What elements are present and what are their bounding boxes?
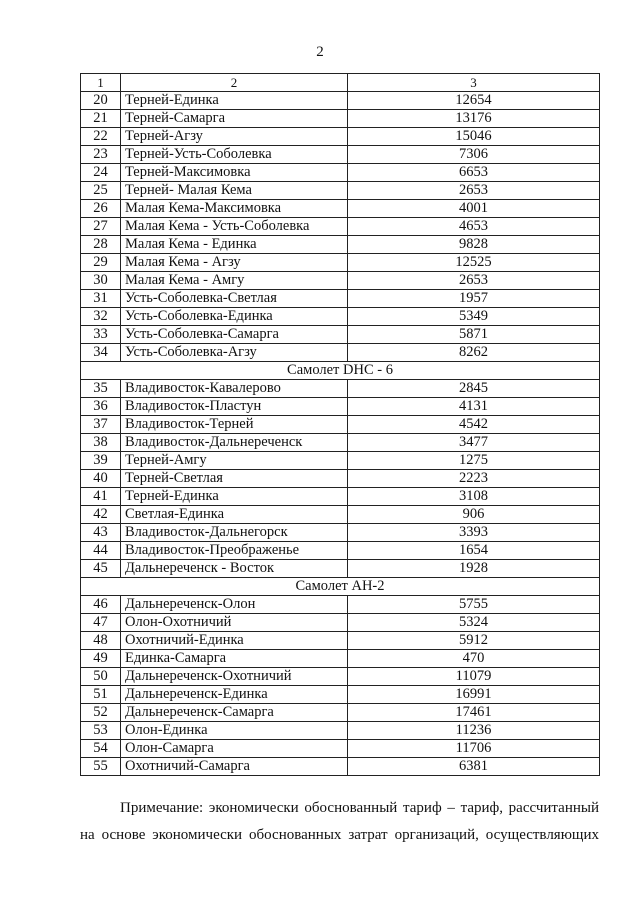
table-row [81,668,600,686]
row-number: 30 [81,272,121,290]
tariff-value: 906 [348,506,600,524]
route-name: Терней-Усть-Соболевка [121,146,348,164]
route-name: Владивосток-Дальнегорск [121,524,348,542]
route-name: Дальнереченск-Охотничий [121,668,348,686]
route-name: Терней-Единка [121,92,348,110]
row-number: 50 [81,668,121,686]
tariff-value: 5912 [348,632,600,650]
row-number: 45 [81,560,121,578]
row-number: 44 [81,542,121,560]
tariff-value: 2653 [348,272,600,290]
route-name: Охотничий-Самарга [121,758,348,776]
table-row [81,308,600,326]
tariff-value: 1275 [348,452,600,470]
route-name: Владивосток-Преображенье [121,542,348,560]
tariff-value: 11079 [348,668,600,686]
route-name: Дальнереченск - Восток [121,560,348,578]
tariff-value: 2653 [348,182,600,200]
row-number: 35 [81,380,121,398]
row-number: 24 [81,164,121,182]
row-number: 42 [81,506,121,524]
row-number: 26 [81,200,121,218]
table-row [81,632,600,650]
row-number: 51 [81,686,121,704]
table-row [81,344,600,362]
table-row [81,560,600,578]
row-number: 36 [81,398,121,416]
tariff-value: 13176 [348,110,600,128]
table-row [81,452,600,470]
tariff-value: 3477 [348,434,600,452]
section-title: Самолет АН-2 [81,578,600,596]
route-name: Малая Кема - Усть-Соболевка [121,218,348,236]
route-name: Владивосток-Пластун [121,398,348,416]
tariff-value: 6653 [348,164,600,182]
route-name: Терней-Единка [121,488,348,506]
row-number: 49 [81,650,121,668]
row-number: 20 [81,92,121,110]
route-name: Малая Кема - Агзу [121,254,348,272]
route-name: Олон-Единка [121,722,348,740]
footnote [80,795,599,849]
header-col-2: 2 [121,74,348,92]
table-row [81,596,600,614]
table-row [81,218,600,236]
row-number: 29 [81,254,121,272]
table-row [81,182,600,200]
tariff-value: 4131 [348,398,600,416]
table-row [81,722,600,740]
row-number: 52 [81,704,121,722]
route-name: Малая Кема-Максимовка [121,200,348,218]
tariff-value: 7306 [348,146,600,164]
row-number: 40 [81,470,121,488]
tariff-value: 17461 [348,704,600,722]
table-row [81,272,600,290]
tariff-value: 2845 [348,380,600,398]
tariff-value: 470 [348,650,600,668]
row-number: 23 [81,146,121,164]
tariff-value: 6381 [348,758,600,776]
row-number: 48 [81,632,121,650]
route-name: Усть-Соболевка-Агзу [121,344,348,362]
header-col-3: 3 [348,74,600,92]
table-row [81,650,600,668]
row-number: 55 [81,758,121,776]
table-row [81,524,600,542]
route-name: Дальнереченск-Самарга [121,704,348,722]
table-row [81,236,600,254]
tariff-value: 4653 [348,218,600,236]
table-row [81,488,600,506]
table-row [81,290,600,308]
tariff-table [80,73,600,776]
row-number: 53 [81,722,121,740]
table-row [81,128,600,146]
table-row [81,686,600,704]
route-name: Светлая-Единка [121,506,348,524]
tariff-value: 4001 [348,200,600,218]
route-name: Терней-Агзу [121,128,348,146]
row-number: 34 [81,344,121,362]
section-header-row [81,362,600,380]
row-number: 31 [81,290,121,308]
table-row [81,470,600,488]
route-name: Усть-Соболевка-Самарга [121,326,348,344]
tariff-value: 3108 [348,488,600,506]
tariff-value: 5349 [348,308,600,326]
tariff-value: 1928 [348,560,600,578]
table-header-row [81,74,600,92]
table-row [81,614,600,632]
row-number: 37 [81,416,121,434]
tariff-value: 2223 [348,470,600,488]
row-number: 54 [81,740,121,758]
route-name: Терней- Малая Кема [121,182,348,200]
footnote-line-2: на основе экономически обоснованных затрат организаций, осуществляющих [80,827,599,843]
tariff-value: 3393 [348,524,600,542]
table-row [81,110,600,128]
tariff-value: 1654 [348,542,600,560]
section-header-row [81,578,600,596]
route-name: Олон-Самарга [121,740,348,758]
tariff-value: 15046 [348,128,600,146]
row-number: 27 [81,218,121,236]
route-name: Владивосток-Терней [121,416,348,434]
tariff-value: 11236 [348,722,600,740]
table-row [81,380,600,398]
row-number: 25 [81,182,121,200]
table-row [81,398,600,416]
table-row [81,506,600,524]
table-row [81,146,600,164]
route-name: Единка-Самарга [121,650,348,668]
route-name: Терней-Самарга [121,110,348,128]
route-name: Владивосток-Дальнереченск [121,434,348,452]
table-row [81,326,600,344]
route-name: Дальнереченск-Олон [121,596,348,614]
tariff-value: 12525 [348,254,600,272]
table-row [81,434,600,452]
row-number: 41 [81,488,121,506]
row-number: 32 [81,308,121,326]
tariff-value: 5871 [348,326,600,344]
row-number: 21 [81,110,121,128]
row-number: 47 [81,614,121,632]
route-name: Малая Кема - Амгу [121,272,348,290]
tariff-value: 9828 [348,236,600,254]
row-number: 22 [81,128,121,146]
tariff-value: 12654 [348,92,600,110]
page-number: 2 [316,44,324,60]
row-number: 33 [81,326,121,344]
tariff-value: 5324 [348,614,600,632]
route-name: Терней-Светлая [121,470,348,488]
row-number: 28 [81,236,121,254]
route-name: Малая Кема - Единка [121,236,348,254]
header-col-1: 1 [81,74,121,92]
route-name: Дальнереченск-Единка [121,686,348,704]
tariff-value: 16991 [348,686,600,704]
route-name: Терней-Амгу [121,452,348,470]
table-row [81,200,600,218]
table-row [81,758,600,776]
tariff-value: 5755 [348,596,600,614]
table-row [81,704,600,722]
route-name: Усть-Соболевка-Светлая [121,290,348,308]
table-row [81,416,600,434]
route-name: Усть-Соболевка-Единка [121,308,348,326]
route-name: Терней-Максимовка [121,164,348,182]
route-name: Олон-Охотничий [121,614,348,632]
section-title: Самолет DHC - 6 [81,362,600,380]
row-number: 43 [81,524,121,542]
tariff-value: 8262 [348,344,600,362]
route-name: Владивосток-Кавалерово [121,380,348,398]
row-number: 39 [81,452,121,470]
footnote-line-1: Примечание: экономически обоснованный тариф – тариф, рассчитанный [120,800,599,816]
table-row [81,542,600,560]
table-row [81,254,600,272]
table-row [81,740,600,758]
row-number: 46 [81,596,121,614]
table-row [81,92,600,110]
route-name: Охотничий-Единка [121,632,348,650]
row-number: 38 [81,434,121,452]
tariff-value: 4542 [348,416,600,434]
table-row [81,164,600,182]
tariff-value: 11706 [348,740,600,758]
tariff-value: 1957 [348,290,600,308]
